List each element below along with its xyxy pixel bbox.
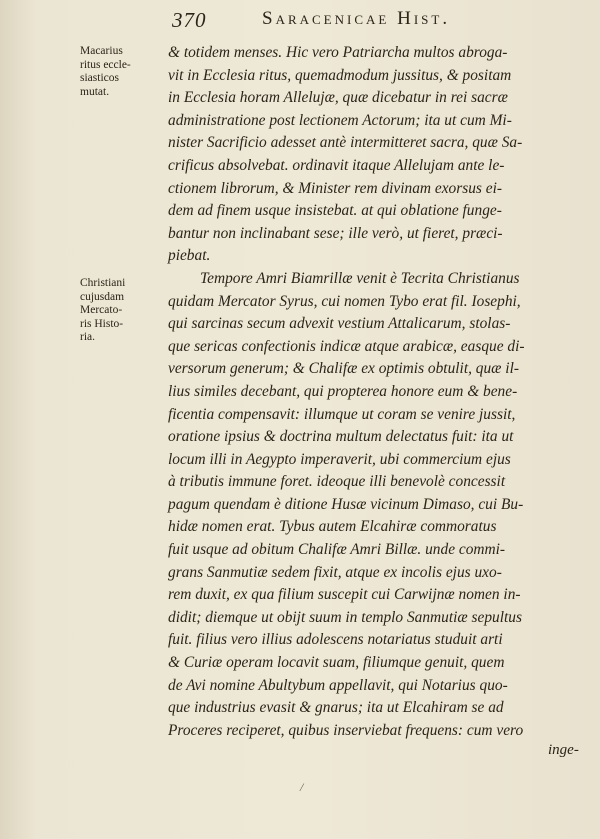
text-line: nister Sacrificio adesset antè intermitteret sacra, quæ Sa- xyxy=(168,134,523,152)
margin-note-line: Macarius xyxy=(80,45,123,57)
text-line: Tempore Amri Biamrillæ venit è Tecrita Christianus xyxy=(200,269,520,287)
running-title: Saracenicae Hist. xyxy=(262,8,451,29)
text-line: Proceres reciperet, quibus inserviebat frequens: cum vero xyxy=(168,721,524,739)
text-line: de Avi nomine Abultybum appellavit, qui Notarius quo- xyxy=(168,676,508,694)
text-line: rem duxit, ex qua filium suscepit cui Carwijnæ nomen in- xyxy=(168,586,521,604)
margin-note-line: ris Histo- xyxy=(80,317,124,330)
margin-note-line: ritus eccle- xyxy=(80,58,131,71)
text-line: didit; diemque ut obijt suum in templo Sanmutiæ sepultus xyxy=(168,608,522,626)
text-line: administratione post lectionem Actorum; ita ut cum Mi- xyxy=(168,111,512,129)
text-line: oratione ipsius & doctrina multum delectatus fuit: ita ut xyxy=(168,428,514,446)
text-line: lius similes decebant, qui propterea honore eum & bene- xyxy=(168,382,518,400)
margin-note-line: Mercato- xyxy=(80,304,123,316)
text-line: fuit usque ad obitum Chalifæ Amri Billæ. unde commi- xyxy=(168,541,506,559)
text-line: grans Sanmutiæ sedem fixit, atque ex incolis ejus uxo- xyxy=(168,563,502,581)
text-line: in Ecclesia horam Allelujæ, quæ dicebatur in rei sacræ xyxy=(168,89,508,107)
page-number: 370 xyxy=(172,8,207,32)
text-line: dem ad finem usque insistebat. at qui oblatione funge- xyxy=(168,202,502,220)
margin-note xyxy=(80,277,125,345)
text-line: & totidem menses. Hic vero Patriarcha multos abroga- xyxy=(168,44,508,61)
text-line: vit in Ecclesia ritus, quemadmodum jussitus, & positam xyxy=(168,66,512,84)
text-line: que sericas confectionis indicæ atque arabicæ, easque di- xyxy=(168,337,525,355)
text-line: crificus absolvebat. ordinavit itaque Allelujam ante le- xyxy=(168,156,505,174)
text-line: quidam Mercator Syrus, cui nomen Tybo erat fil. Iosephi, xyxy=(168,292,521,310)
text-line: locum illi in Aegypto imperaverit, ubi commercium ejus xyxy=(168,450,511,468)
margin-note-line: mutat. xyxy=(80,85,110,98)
page-header xyxy=(0,6,600,36)
catchword: inge- xyxy=(548,742,579,758)
signature-mark: / xyxy=(300,780,304,794)
text-line: pagum quendam è ditione Husæ vicinum Dimaso, cui Bu- xyxy=(168,495,524,513)
text-line: versorum generum; & Chalifæ ex optimis obtulit, quæ il- xyxy=(168,360,519,378)
margin-note-line: cujusdam xyxy=(80,290,125,303)
text-line: à tributis immune foret. ideoque illi benevolè concessit xyxy=(168,473,506,491)
main-text xyxy=(168,42,588,742)
text-line: qui sarcinas secum advexit vestium Attalicarum, stolas- xyxy=(168,315,511,333)
margin-note-line: Christiani xyxy=(80,277,126,289)
text-line: piebat. xyxy=(168,247,211,265)
text-line: & Curiæ operam locavit suam, filiumque genuit, quem xyxy=(168,654,505,672)
margin-note-line: siasticos xyxy=(80,72,119,84)
margin-note-line: ria. xyxy=(80,331,96,343)
text-line: hidæ nomen erat. Tybus autem Elcahiræ commoratus xyxy=(168,518,497,536)
text-line: fuit. filius vero illius adolescens notariatus studuit arti xyxy=(168,631,503,649)
margin-note xyxy=(80,45,131,99)
text-line: ficentia compensavit: illumque ut coram se venire jussit, xyxy=(168,405,516,423)
text-line: que industrius evasit & gnarus; ita ut Elcahiram se ad xyxy=(168,699,504,717)
text-line: bantur non inclinabant sese; ille verò, ut fieret, præci- xyxy=(168,224,503,242)
text-line: ctionem librorum, & Minister rem divinam exorsus ei- xyxy=(168,179,502,197)
